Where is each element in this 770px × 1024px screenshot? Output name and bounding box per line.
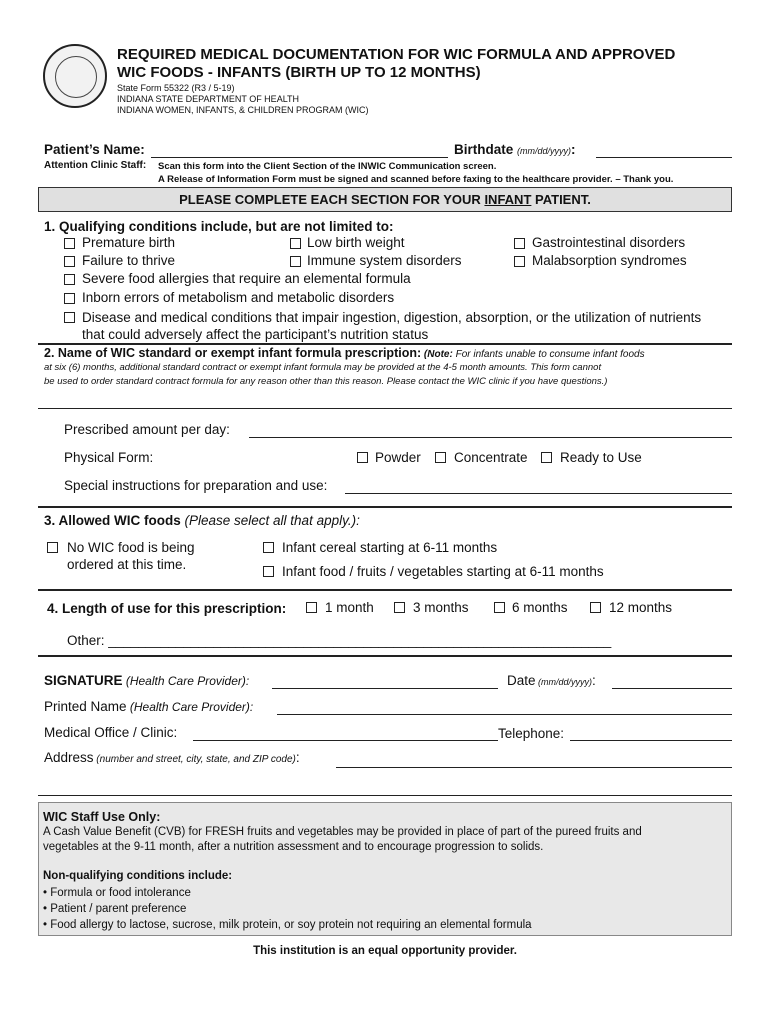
date-field[interactable]: [612, 688, 732, 689]
nonqualifying-item: • Food allergy to lactose, sucrose, milk protein, or soy protein not requiring an elemental formula: [43, 919, 532, 931]
cvb-line1: A Cash Value Benefit (CVB) for FRESH fruits and vegetables may be provided in place of part of the pureed fruits and: [43, 826, 642, 838]
form-number: State Form 55322 (R3 / 5-19): [117, 83, 235, 93]
disease-conditions-line2: that could adversely affect the participant’s nutrition status: [82, 327, 429, 342]
form-title-line1: REQUIRED MEDICAL DOCUMENTATION FOR WIC FORMULA AND APPROVED: [117, 46, 676, 63]
attention-text: [158, 160, 673, 186]
ready-to-use-checkbox[interactable]: [541, 452, 552, 463]
medical-office-label: Medical Office / Clinic:: [44, 725, 178, 740]
length-12-months-label: 12 months: [609, 600, 673, 615]
no-wic-food-line2: ordered at this time.: [67, 557, 187, 572]
date-label: Date: [507, 673, 536, 688]
infant-cereal-label: Infant cereal starting at 6-11 months: [282, 540, 498, 555]
address-colon: :: [295, 750, 300, 765]
concentrate-checkbox[interactable]: [435, 452, 446, 463]
date-format: (mm/dd/yyyy): [535, 677, 593, 687]
address-field-line2[interactable]: [38, 795, 732, 796]
malabsorption-label: Malabsorption syndromes: [532, 253, 687, 268]
infant-fruits-checkbox[interactable]: [263, 566, 274, 577]
birthdate-format: (mm/dd/yyyy): [517, 146, 572, 156]
birthdate-label: Birthdate: [454, 142, 514, 157]
cvb-text: [43, 825, 642, 855]
disease-conditions-label: [82, 309, 701, 343]
gastrointestinal-checkbox[interactable]: [514, 238, 525, 249]
printed-name-label: Printed Name: [44, 699, 127, 714]
date-label-group: [507, 673, 596, 688]
address-label: Address: [44, 750, 94, 765]
form-title-line2: WIC FOODS - INFANTS (BIRTH UP TO 12 MONTHS): [117, 64, 481, 81]
banner-infant: INFANT: [484, 192, 532, 207]
date-colon: :: [592, 673, 596, 688]
address-label-group: [44, 750, 300, 765]
section3-title-note: (Please select all that apply.):: [180, 513, 360, 528]
length-12-months-checkbox[interactable]: [590, 602, 601, 613]
prescribed-amount-field[interactable]: [249, 437, 732, 438]
section2-note-line1: For infants unable to consume infant foods: [452, 349, 645, 360]
section2-header: [44, 346, 734, 362]
premature-birth-checkbox[interactable]: [64, 238, 75, 249]
immune-system-checkbox[interactable]: [290, 256, 301, 267]
inborn-errors-label: Inborn errors of metabolism and metabolic disorders: [82, 290, 395, 305]
disease-conditions-checkbox[interactable]: [64, 312, 75, 323]
footer-text: This institution is an equal opportunity provider.: [253, 945, 517, 957]
address-note: (number and street, city, state, and ZIP code): [93, 754, 296, 765]
signature-note: (Health Care Provider):: [122, 674, 250, 688]
attention-line2: A Release of Information Form must be signed and scanned before faxing to the healthcare provider. – Thank you.: [158, 174, 674, 185]
birthdate-label-group: [454, 142, 576, 157]
powder-checkbox[interactable]: [357, 452, 368, 463]
section4-title: 4. Length of use for this prescription:: [47, 601, 287, 616]
banner-text-start: PLEASE COMPLETE EACH SECTION FOR YOUR: [179, 192, 485, 207]
immune-system-label: Immune system disorders: [307, 253, 462, 268]
section2-note-label: (Note:: [423, 349, 453, 360]
nonqualifying-item: • Patient / parent preference: [43, 903, 187, 915]
other-length-field[interactable]: Other: ___________________________________________________________________: [67, 633, 612, 648]
low-birth-weight-checkbox[interactable]: [290, 238, 301, 249]
program-name: INDIANA WOMEN, INFANTS, & CHILDREN PROGRAM (WIC): [117, 105, 369, 115]
attention-label: Attention Clinic Staff:: [44, 160, 147, 171]
special-instructions-field[interactable]: [345, 493, 732, 494]
nonqualifying-list: [43, 885, 532, 933]
section2-note-line2: at six (6) months, additional standard contract or exempt infant formula may be provided at the 4-5 month amounts. This form cannot: [44, 362, 602, 373]
section3-title: 3. Allowed WIC foods: [44, 513, 181, 528]
section2-title: 2. Name of WIC standard or exempt infant formula prescription:: [44, 346, 422, 360]
length-1-month-label: 1 month: [325, 600, 374, 615]
section1-divider: [38, 343, 732, 345]
section2-divider: [38, 506, 732, 508]
signature-field[interactable]: [272, 688, 498, 689]
birthdate-colon: :: [571, 142, 576, 157]
food-allergies-checkbox[interactable]: [64, 274, 75, 285]
malabsorption-checkbox[interactable]: [514, 256, 525, 267]
telephone-label: Telephone:: [498, 726, 565, 741]
patient-name-label: Patient’s Name:: [44, 142, 145, 157]
birthdate-field[interactable]: [596, 157, 732, 158]
length-6-months-label: 6 months: [512, 600, 568, 615]
patient-name-field[interactable]: [151, 157, 448, 158]
section-banner: [38, 187, 732, 212]
formula-name-field[interactable]: [38, 408, 732, 409]
staff-title: WIC Staff Use Only:: [43, 810, 161, 824]
no-wic-food-line1: No WIC food is being: [67, 540, 195, 555]
physical-form-label: Physical Form:: [64, 450, 154, 465]
infant-cereal-checkbox[interactable]: [263, 542, 274, 553]
prescribed-amount-label: Prescribed amount per day:: [64, 422, 230, 437]
department-name: INDIANA STATE DEPARTMENT OF HEALTH: [117, 94, 300, 104]
failure-to-thrive-label: Failure to thrive: [82, 253, 176, 268]
low-birth-weight-label: Low birth weight: [307, 235, 405, 250]
section2-note: [44, 361, 607, 389]
ready-to-use-label: Ready to Use: [560, 450, 642, 465]
section3-header: [44, 513, 360, 528]
no-wic-food-label: [67, 539, 195, 573]
length-3-months-label: 3 months: [413, 600, 469, 615]
form-title: [117, 46, 675, 82]
signature-label: SIGNATURE: [44, 673, 123, 688]
nonqualifying-title: Non-qualifying conditions include:: [43, 870, 233, 882]
length-3-months-checkbox[interactable]: [394, 602, 405, 613]
banner-text-end: PATIENT.: [531, 192, 591, 207]
food-allergies-label: Severe food allergies that require an elemental formula: [82, 271, 411, 286]
nonqualifying-item: • Formula or food intolerance: [43, 887, 191, 899]
signature-label-group: [44, 673, 249, 688]
failure-to-thrive-checkbox[interactable]: [64, 256, 75, 267]
length-1-month-checkbox[interactable]: [306, 602, 317, 613]
cvb-line2: vegetables at the 9-11 month, after a nutrition assessment and to encourage progression to solids.: [43, 841, 544, 853]
printed-name-note: (Health Care Provider):: [126, 700, 254, 714]
inborn-errors-checkbox[interactable]: [64, 293, 75, 304]
concentrate-label: Concentrate: [454, 450, 528, 465]
section1-title: 1. Qualifying conditions include, but are not limited to:: [44, 219, 394, 234]
disease-conditions-line1: Disease and medical conditions that impair ingestion, digestion, absorption, or the utilization of nutrients: [82, 310, 702, 325]
length-6-months-checkbox[interactable]: [494, 602, 505, 613]
indiana-state-seal: [43, 44, 107, 108]
section4-divider: [38, 655, 732, 657]
no-wic-food-checkbox[interactable]: [47, 542, 58, 553]
printed-name-field[interactable]: [277, 714, 732, 715]
special-instructions-label: Special instructions for preparation and use:: [64, 478, 328, 493]
powder-label: Powder: [375, 450, 421, 465]
address-field-line1[interactable]: [336, 767, 732, 768]
infant-fruits-label: Infant food / fruits / vegetables starting at 6-11 months: [282, 564, 604, 579]
section2-note-line3: be used to order standard contract formula for any reason other than this reason. Please contact the WIC clinic if you have questions.): [44, 376, 608, 387]
premature-birth-label: Premature birth: [82, 235, 176, 250]
attention-line1: Scan this form into the Client Section of the INWIC Communication screen.: [158, 161, 497, 172]
printed-name-label-group: [44, 699, 253, 714]
section3-divider: [38, 589, 732, 591]
form-info: [117, 83, 369, 116]
medical-office-field[interactable]: [193, 740, 498, 741]
gastrointestinal-label: Gastrointestinal disorders: [532, 235, 686, 250]
telephone-field[interactable]: [570, 740, 732, 741]
